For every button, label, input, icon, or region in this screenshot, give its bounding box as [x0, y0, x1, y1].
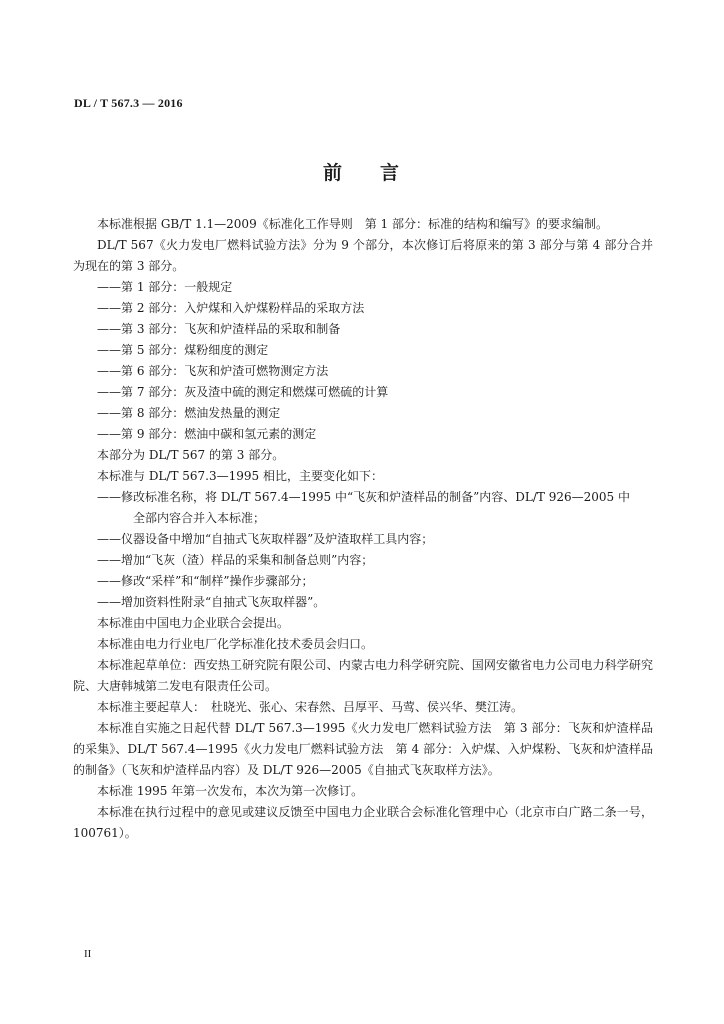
paragraph-proposer: 本标准由中国电力企业联合会提出。 — [97, 616, 290, 630]
paragraph-structure: DL/T 567《火力发电厂燃料试验方法》分为 9 个部分，本次修订后将原来的第 3 部分与第 4 部分合并为现在的第 3 部分。 — [73, 238, 653, 273]
list-item-part-7: ——第 7 部分：灰及渣中硫的测定和燃煤可燃硫的计算 — [97, 385, 389, 399]
list-item-part-5: ——第 5 部分：煤粉细度的测定 — [97, 343, 269, 357]
page-number: II — [84, 948, 92, 960]
list-item-change-5: ——增加资料性附录“自抽式飞灰取样器”。 — [97, 595, 326, 609]
change-1-line-1: ——修改标准名称，将 DL/T 567.4—1995 中“飞灰和炉渣样品的制备”内容、DL/T 926—2005 中 — [97, 490, 630, 504]
list-item-part-9: ——第 9 部分：燃油中碳和氢元素的测定 — [97, 427, 317, 441]
document-code-header: DL / T 567.3 — 2016 — [74, 96, 183, 110]
paragraph-feedback: 本标准在执行过程中的意见或建议反馈至中国电力企业联合会标准化管理中心（北京市白广路二条一号，100761）。 — [73, 805, 653, 840]
paragraph-committee: 本标准由电力行业电厂化学标准化技术委员会归口。 — [97, 637, 374, 651]
list-item-part-2: ——第 2 部分：入炉煤和入炉煤粉样品的采取方法 — [97, 301, 365, 315]
list-item-part-8: ——第 8 部分：燃油发热量的测定 — [97, 406, 281, 420]
list-item-change-1 — [73, 487, 653, 529]
foreword-body — [73, 214, 653, 844]
paragraph-replaces: 本标准自实施之日起代替 DL/T 567.3—1995《火力发电厂燃料试验方法 第 3 部分：飞灰和炉渣样品的采集》、DL/T 567.4—1995《火力发电厂燃料试验方法 第 4 部分：入炉煤、入炉煤粉、飞灰和炉渣样品的制备》（飞灰和炉渣样品内容）及 DL/T 926—2005《自抽式飞灰取样方法》。 — [73, 721, 653, 777]
list-item-change-2: ——仪器设备中增加“自抽式飞灰取样器”及炉渣取样工具内容； — [97, 532, 434, 546]
paragraph-drafting-units: 本标准起草单位：西安热工研究院有限公司、内蒙古电力科学研究院、国网安徽省电力公司电力科学研究院、大唐韩城第二发电有限责任公司。 — [73, 658, 653, 693]
paragraph-part-statement: 本部分为 DL/T 567 的第 3 部分。 — [97, 448, 285, 462]
change-1-line-2: 全部内容合并入本标准； — [133, 511, 266, 525]
list-item-part-3: ——第 3 部分：飞灰和炉渣样品的采取和制备 — [97, 322, 341, 336]
list-item-change-3: ——增加“飞灰（渣）样品的采集和制备总则”内容； — [97, 553, 374, 567]
list-item-part-6: ——第 6 部分：飞灰和炉渣可燃物测定方法 — [97, 364, 329, 378]
title-char-1: 前 — [322, 162, 344, 184]
paragraph-basis: 本标准根据 GB/T 1.1—2009《标准化工作导则 第 1 部分：标准的结构和编写》的要求编制。 — [97, 217, 608, 231]
list-item-part-1: ——第 1 部分：一般规定 — [97, 280, 233, 294]
page-title — [0, 158, 724, 185]
paragraph-drafters: 本标准主要起草人： 杜晓光、张心、宋春然、吕厚平、马莺、侯兴华、樊江涛。 — [97, 700, 524, 714]
paragraph-changes-intro: 本标准与 DL/T 567.3—1995 相比，主要变化如下： — [97, 469, 383, 483]
title-char-2: 言 — [380, 162, 402, 184]
paragraph-history: 本标准 1995 年第一次发布，本次为第一次修订。 — [97, 784, 364, 798]
list-item-change-4: ——修改“采样”和“制样”操作步骤部分； — [97, 574, 314, 588]
